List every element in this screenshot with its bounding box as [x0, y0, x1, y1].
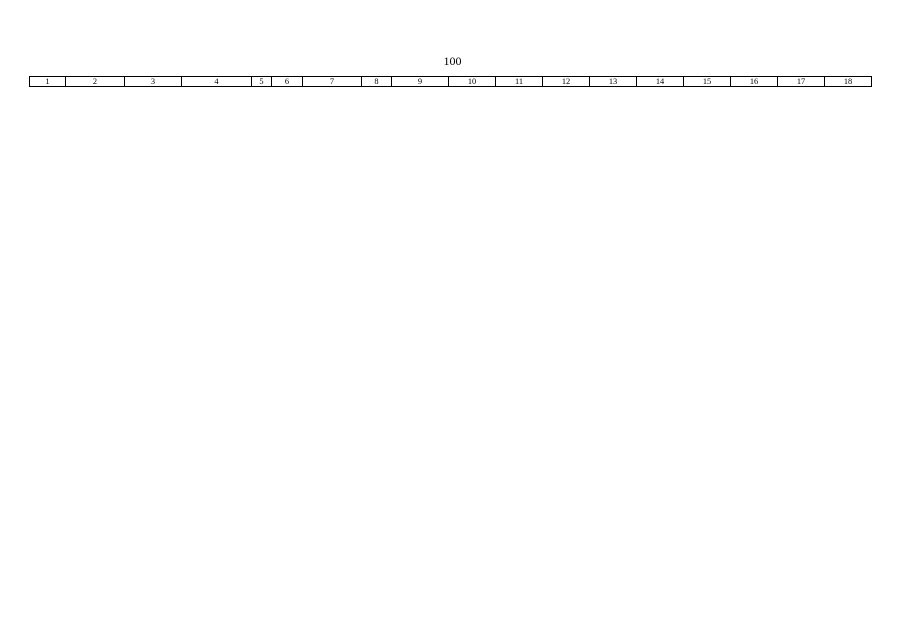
column-number-18: 18 — [825, 77, 872, 87]
column-number-8: 8 — [362, 77, 392, 87]
column-number-10: 10 — [449, 77, 496, 87]
column-number-14: 14 — [637, 77, 684, 87]
column-number-2: 2 — [66, 77, 125, 87]
budget-table — [29, 76, 872, 87]
column-number-9: 9 — [392, 77, 449, 87]
column-number-3: 3 — [125, 77, 182, 87]
column-number-5: 5 — [252, 77, 272, 87]
column-number-15: 15 — [684, 77, 731, 87]
column-number-16: 16 — [731, 77, 778, 87]
column-number-12: 12 — [543, 77, 590, 87]
column-number-7: 7 — [303, 77, 362, 87]
column-number-13: 13 — [590, 77, 637, 87]
column-number-1: 1 — [30, 77, 66, 87]
column-number-17: 17 — [778, 77, 825, 87]
column-number-header — [30, 77, 872, 87]
column-number-4: 4 — [182, 77, 252, 87]
page-number: 100 — [443, 54, 462, 68]
column-number-6: 6 — [272, 77, 303, 87]
column-number-11: 11 — [496, 77, 543, 87]
